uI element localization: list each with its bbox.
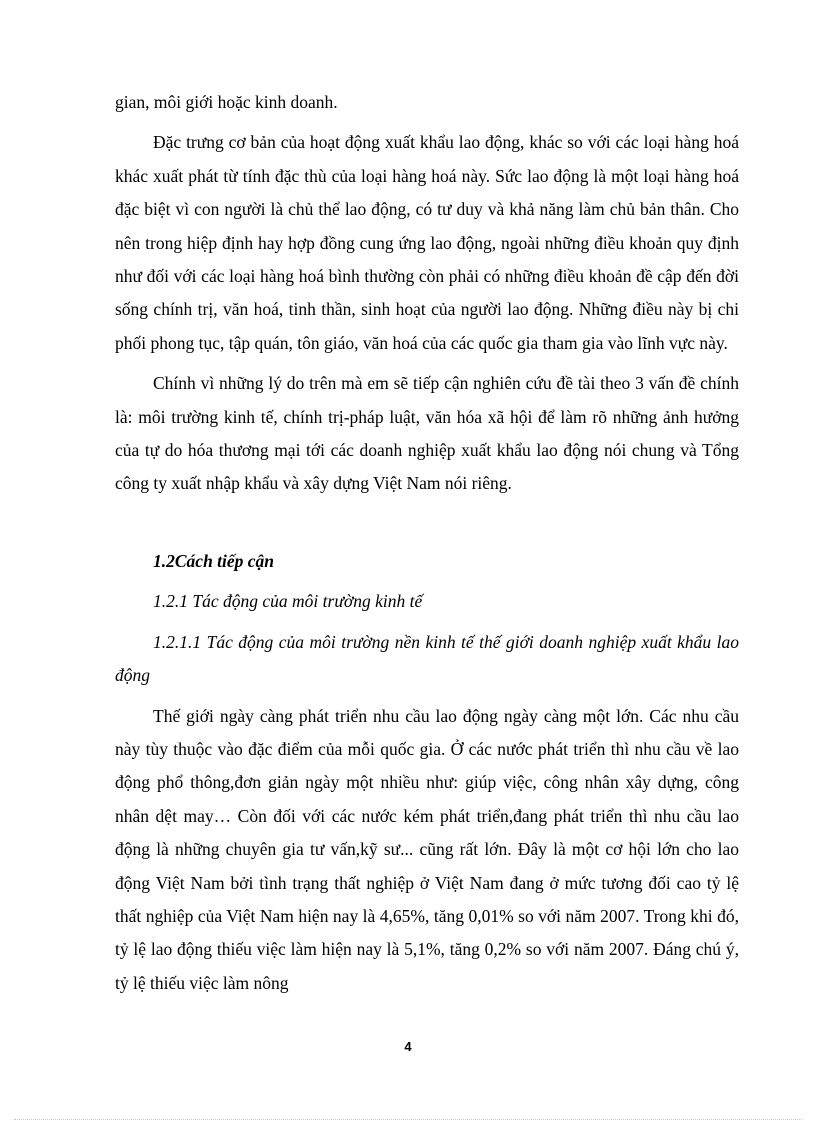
paragraph-continuation: gian, môi giới hoặc kinh doanh. [115,92,338,112]
subsub-heading: 1.2.1.1 Tác động của môi trường nền kinh tế thế giới doanh nghiệp xuất khẩu lao động [115,631,739,686]
paragraph-labor-export-characteristics: Đặc trưng cơ bản của hoạt động xuất khẩu lao động, khác so với các loại hàng hoá khác xuất phát từ tính đặc thù của loại hàng hoá này. Sức lao động là một loại hàng hoá đặc biệt vì con người là chủ thể lao động, có tư duy và khả năng làm chủ bản thân. Cho nên trong hiệp định hay hợp đồng cung ứng lao động, ngoài những điều khoản quy định như đối với các loại hàng hoá bình thường còn phải có những điều khoản đề cập đến đời sống chính trị, văn hoá, tinh thần, sinh hoạt của người lao động. Những điều này bị chi phối phong tục, tập quán, tôn giáo, văn hoá của các quốc gia tham gia vào lĩnh vực này. [115,132,739,353]
page-break-line [14,1119,802,1120]
page-content [115,86,739,1007]
paragraph-research-approach: Chính vì những lý do trên mà em sẽ tiếp cận nghiên cứu đề tài theo 3 vấn đề chính là: môi trường kinh tế, chính trị-pháp luật, văn hóa xã hội để làm rõ những ảnh hưởng của tự do hóa thương mại tới các doanh nghiệp xuất khẩu lao động nói chung và Tổng công ty xuất nhập khẩu và xây dựng Việt Nam nói riêng. [115,373,739,494]
section-heading: 1.2Cách tiếp cận [153,550,275,571]
sub-heading: 1.2.1 Tác động của môi trường kinh tế [153,591,423,612]
page-number: 4 [404,1039,412,1054]
paragraph-world-economy: Thế giới ngày càng phát triển nhu cầu lao động ngày càng một lớn. Các nhu cầu này tùy thuộc vào đặc điểm của mỗi quốc gia. Ở các nước phát triển thì nhu cầu về lao động phổ thông,đơn giản ngày một nhiều như: giúp việc, công nhân xây dựng, công nhân dệt may… Còn đối với các nước kém phát triển,đang phát triển thì nhu cầu lao động là những chuyên gia tư vấn,kỹ sư... cũng rất lớn. Đây là một cơ hội lớn cho lao động Việt Nam bởi tình trạng thất nghiệp ở Việt Nam đang ở mức tương đối cao tỷ lệ thất nghiệp của Việt Nam hiện nay là 4,65%, tăng 0,01% so với năm 2007. Trong khi đó, tỷ lệ lao động thiếu việc làm hiện nay là 5,1%, tăng 0,2% so với năm 2007. Đáng chú ý, tỷ lệ thiếu việc làm nông [115,705,739,993]
